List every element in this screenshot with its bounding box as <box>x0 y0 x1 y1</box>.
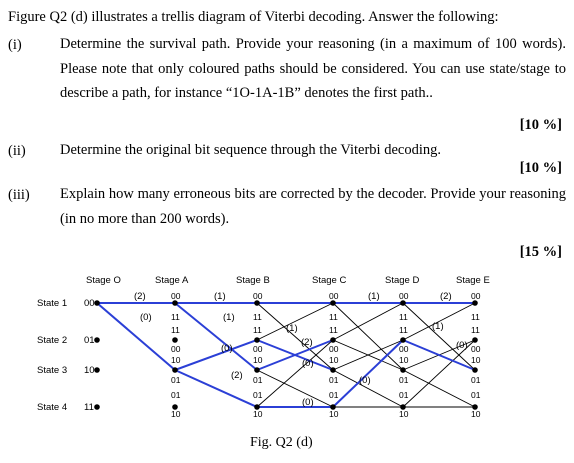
state-label-3: State 3 <box>37 365 68 376</box>
question-iii-marks: [15 %] <box>519 244 562 260</box>
branch-bits-label: 01 <box>471 375 481 385</box>
branch-bits-label: 01 <box>471 390 481 400</box>
branch-bits-label: 00 <box>471 291 481 301</box>
metric-label: (0) <box>302 397 314 408</box>
question-ii-marks: [10 %] <box>519 160 562 176</box>
branch-bits-label: 11 <box>329 325 338 335</box>
question-iii-text: Explain how many erroneous bits are corrected by the decoder. Provide your reasoning (in no more than 200 words). <box>60 186 566 227</box>
branch-bits-label: 10 <box>171 409 181 419</box>
survival-candidate-paths <box>97 303 475 407</box>
state-label-1: State 1 <box>37 298 68 309</box>
branch-bits-label: 00 <box>253 291 263 301</box>
branch-bits-label: 11 <box>471 312 480 322</box>
branch-bits-label: 11 <box>171 312 180 322</box>
trellis-node-d-1 <box>400 300 406 306</box>
branch-bits-label: 00 <box>329 344 339 354</box>
branch-bits-label: 01 <box>329 390 339 400</box>
trellis-node-b-3 <box>254 367 260 373</box>
trellis-node-o-4 <box>94 404 100 410</box>
branch-bits-label: 11 <box>253 312 262 322</box>
trellis-node-o-3 <box>94 367 100 373</box>
metric-label: (0) <box>221 343 233 354</box>
branch-bits-label: 10 <box>253 409 263 419</box>
trellis-node-d-2 <box>400 337 406 343</box>
trellis-node-b-1 <box>254 300 260 306</box>
metric-label: (1) <box>432 321 444 332</box>
trellis-node-c-1 <box>330 300 336 306</box>
survival-path-segment <box>175 340 257 370</box>
survival-path-segment <box>175 370 257 407</box>
branch-bits-label: 00 <box>253 344 263 354</box>
metric-label: (0) <box>140 312 152 323</box>
trellis-node-b-2 <box>254 337 260 343</box>
trellis-node-e-3 <box>472 367 478 373</box>
trellis-node-d-3 <box>400 367 406 373</box>
question-number-ii: (ii) <box>8 143 26 159</box>
state-code-3: 10 <box>84 365 95 376</box>
trellis-node-a-3 <box>172 367 178 373</box>
survival-path-segment <box>333 340 403 407</box>
trellis-node-o-1 <box>94 300 100 306</box>
metric-label: (0) <box>359 375 371 386</box>
metric-label: (1) <box>286 323 298 334</box>
branch-bits-label: 11 <box>399 325 408 335</box>
question-number-iii: (iii) <box>8 187 30 203</box>
stage-header-o: Stage O <box>86 275 121 286</box>
state-label-4: State 4 <box>37 402 68 413</box>
trellis-edges <box>97 303 475 407</box>
trellis-edge <box>403 303 475 370</box>
trellis-node-e-2 <box>472 337 478 343</box>
branch-bits-label: 10 <box>399 409 409 419</box>
branch-bits-label: 11 <box>399 312 408 322</box>
branch-bits-label: 10 <box>253 355 263 365</box>
branch-bits-label: 00 <box>171 291 181 301</box>
question-i-marks: [10 %] <box>519 117 562 133</box>
branch-bits-label: 11 <box>471 325 480 335</box>
branch-bits-label: 01 <box>329 375 339 385</box>
trellis-edge <box>333 303 403 340</box>
stage-header-e: Stage E <box>456 275 490 286</box>
metric-label: (1) <box>368 291 380 302</box>
survival-path-segment <box>97 303 175 370</box>
trellis-node-a-2 <box>172 337 178 343</box>
metric-label: (1) <box>223 312 235 323</box>
stage-header-b: Stage B <box>236 275 270 286</box>
trellis-node-c-3 <box>330 367 336 373</box>
branch-bits-label: 00 <box>399 344 409 354</box>
branch-bits-label: 00 <box>471 344 481 354</box>
metric-label: (2) <box>301 337 313 348</box>
branch-bits-label: 01 <box>171 375 181 385</box>
stage-header-d: Stage D <box>385 275 420 286</box>
metric-label: (0) <box>456 340 468 351</box>
stage-header-a: Stage A <box>155 275 189 286</box>
trellis-edge <box>257 370 333 407</box>
survival-path-segment <box>175 303 257 370</box>
branch-bits-label: 01 <box>399 375 409 385</box>
branch-bits-label: 01 <box>253 390 263 400</box>
branch-bits-label: 10 <box>471 355 481 365</box>
trellis-node-a-1 <box>172 300 178 306</box>
trellis-edge <box>403 370 475 407</box>
figure-caption: Fig. Q2 (d) <box>250 435 313 450</box>
trellis-edge <box>257 303 333 370</box>
metric-label: (2) <box>231 370 243 381</box>
branch-bits-label: 11 <box>329 312 338 322</box>
trellis-nodes <box>94 300 478 410</box>
question-i-text: Determine the survival path. Provide your reasoning (in a maximum of 100 words). Please note that only coloured paths should be considered. You can use state/stage to describe a path, for instance “1O-1A-1B” denotes the first path.. <box>60 36 566 101</box>
question-ii-text: Determine the original bit sequence through the Viterbi decoding. <box>60 142 441 158</box>
metric-label: (2) <box>440 291 452 302</box>
trellis-edge <box>333 303 403 370</box>
trellis-edge <box>257 303 333 340</box>
metric-label: (1) <box>214 291 226 302</box>
branch-bits-label: 10 <box>399 355 409 365</box>
branch-bits-label: 11 <box>171 325 180 335</box>
branch-bits-label: 01 <box>171 390 181 400</box>
question-number-i: (i) <box>8 37 22 53</box>
state-code-2: 01 <box>84 335 95 346</box>
branch-bits-label: 01 <box>399 390 409 400</box>
trellis-node-e-1 <box>472 300 478 306</box>
state-code-4: 11 <box>84 402 94 413</box>
branch-bits-label: 10 <box>471 409 481 419</box>
branch-bits-label: 10 <box>329 409 339 419</box>
metric-label: (0) <box>302 358 314 369</box>
intro-text: Figure Q2 (d) illustrates a trellis diagram of Viterbi decoding. Answer the following: <box>8 9 499 25</box>
branch-bits-label: 00 <box>329 291 339 301</box>
branch-bits-label: 01 <box>253 375 263 385</box>
metric-label: (2) <box>134 291 146 302</box>
state-label-2: State 2 <box>37 335 68 346</box>
branch-bits-label: 00 <box>171 344 181 354</box>
branch-bits-label: 11 <box>253 325 262 335</box>
trellis-edge <box>257 340 333 407</box>
state-code-1: 00 <box>84 298 95 309</box>
branch-bits-label: 10 <box>329 355 339 365</box>
trellis-node-o-2 <box>94 337 100 343</box>
branch-bits-label: 10 <box>171 355 181 365</box>
stage-header-c: Stage C <box>312 275 347 286</box>
branch-bits-label: 00 <box>399 291 409 301</box>
trellis-node-c-2 <box>330 337 336 343</box>
